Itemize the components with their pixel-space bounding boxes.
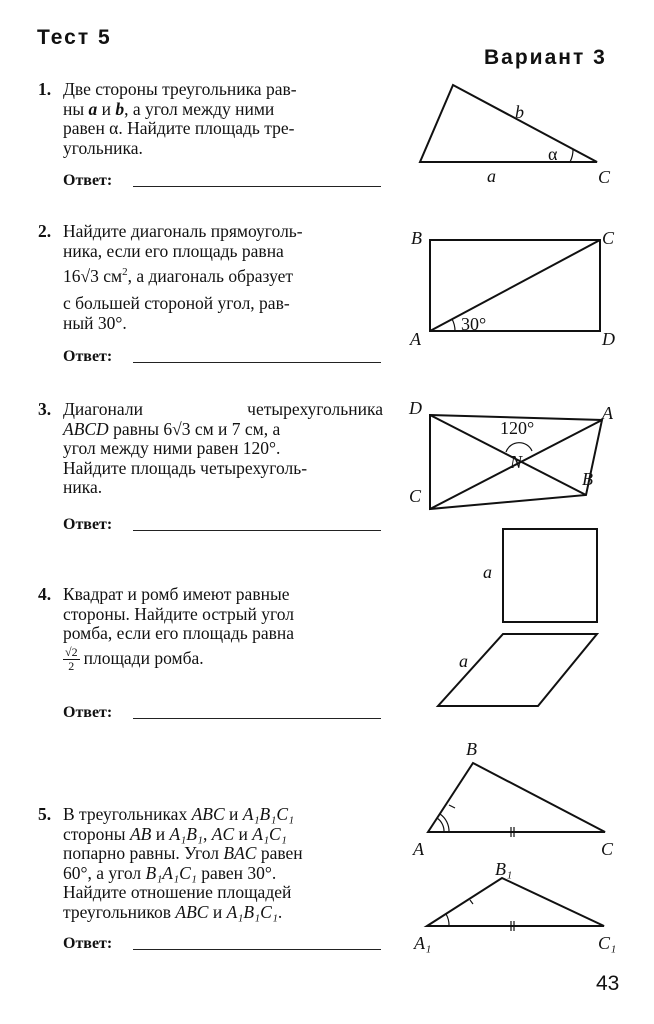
figure-2-rectangle: [409, 228, 615, 349]
var: AC: [211, 823, 235, 844]
text-line: ника, если его площадь равна: [63, 240, 284, 261]
text-span: треугольников: [63, 901, 176, 922]
text-span: площади ромба.: [83, 648, 204, 669]
text-line: Найдите площадь четырехуголь-: [63, 457, 308, 478]
text-span: стороны: [63, 823, 130, 844]
text-span: и: [151, 823, 170, 844]
label-alpha: α: [548, 144, 558, 164]
text-line: ника.: [63, 477, 103, 497]
task-number: 3.: [38, 399, 52, 419]
text-span: 16√3 см: [63, 265, 123, 286]
diagonal: [430, 240, 600, 331]
page-number: 43: [596, 972, 620, 995]
var-b: b: [115, 98, 125, 119]
label-120deg: 120°: [500, 418, 535, 438]
angle-arc: [446, 914, 449, 926]
task-number: 1.: [38, 79, 52, 99]
label-c1: C₁: [598, 933, 617, 953]
tick-mark: [470, 900, 473, 904]
label-a1: A₁: [414, 933, 432, 953]
triangle: [420, 85, 597, 162]
var: A₁B₁C₁: [226, 901, 278, 922]
text-span: равен: [256, 843, 303, 863]
label-a: A: [602, 403, 613, 423]
label-30deg: 30°: [461, 314, 487, 334]
variant-title: Вариант 3: [484, 46, 607, 69]
text-span: равны 6√3 см и 7 см, а: [108, 418, 281, 439]
label-b: B: [466, 739, 477, 759]
task-number: 4.: [38, 584, 52, 604]
answer-label: Ответ:: [63, 935, 113, 952]
var: A₁C₁: [252, 823, 287, 844]
label-a-rhombus: a: [459, 651, 468, 671]
label-a: A: [413, 839, 424, 859]
text-line: угольника.: [63, 137, 143, 158]
text-line: Квадрат и ромб имеют равные: [63, 584, 290, 604]
text-span: ,: [203, 823, 212, 844]
var: A₁B₁: [169, 823, 204, 844]
label-c: C: [601, 839, 614, 859]
text-line: с большей стороной угол, рав-: [63, 293, 290, 314]
var: AB: [129, 823, 152, 844]
figure-3-quadrilateral: [408, 398, 614, 509]
label-a: a: [487, 166, 496, 186]
text-span: равен 30°.: [196, 862, 277, 883]
text-span: 60°, а угол: [63, 862, 146, 883]
text-line: равен α. Найдите площадь тре-: [63, 118, 295, 138]
label-b: B: [582, 469, 593, 489]
label-d: D: [602, 329, 615, 349]
label-c: C: [602, 228, 615, 248]
square: [503, 529, 597, 622]
text-span: В треугольниках: [63, 804, 192, 824]
answer-label: Ответ:: [63, 348, 113, 365]
text-span: попарно равны. Угол: [63, 843, 224, 863]
superscript: 2: [122, 266, 128, 278]
label-b1: B₁: [495, 859, 513, 879]
text-line: Диагонали четырехугольника: [63, 399, 383, 419]
tick-mark: [449, 805, 455, 808]
text-line: угол между ними равен 120°.: [63, 438, 281, 458]
label-b: b: [515, 102, 524, 122]
label-c: C: [409, 486, 422, 506]
text-line: ромба, если его площадь равна: [63, 623, 295, 643]
angle-arc: [452, 319, 455, 331]
task-number: 5.: [38, 804, 52, 824]
label-n: N: [510, 452, 523, 472]
text-span: и: [224, 804, 243, 824]
answer-label: Ответ:: [63, 516, 113, 533]
text-line: Найдите отношение площадей: [63, 882, 292, 902]
fraction-denominator: 2: [68, 658, 75, 673]
figure-5-triangles: [412, 739, 616, 953]
var: ABC: [191, 804, 225, 824]
var: A₁B₁C₁: [242, 804, 295, 824]
text-span: , а угол между ними: [124, 98, 275, 119]
label-c: C: [598, 167, 611, 187]
var: B₁A₁C₁: [145, 862, 197, 883]
text-span: , а диагональ образует: [127, 265, 294, 286]
var: BAC: [223, 843, 257, 863]
label-b: B: [411, 228, 422, 248]
answer-label: Ответ:: [63, 704, 113, 721]
triangle-a1b1c1: [427, 878, 604, 926]
task-number: 2.: [38, 221, 52, 241]
text-line: Две стороны треугольника рав-: [63, 79, 297, 99]
angle-arc: [570, 149, 573, 162]
text-line: Найдите диагональ прямоуголь-: [63, 221, 303, 241]
text-span: и: [97, 98, 116, 119]
label-a: A: [410, 329, 421, 349]
answer-label: Ответ:: [63, 172, 113, 189]
text-span: и: [234, 823, 253, 844]
test-title: Тест 5: [37, 26, 112, 49]
figure-4-square-rhombus: [438, 529, 597, 706]
var: ABC: [175, 901, 209, 922]
fraction-numerator: √2: [65, 644, 78, 659]
text-span: .: [277, 901, 283, 922]
var-a: a: [88, 98, 98, 119]
angle-arc: [437, 818, 444, 832]
text-span: ны: [63, 98, 89, 119]
figure-1-triangle: [420, 85, 611, 187]
triangle-abc: [428, 763, 605, 832]
label-d: D: [409, 398, 422, 418]
var-abcd: ABCD: [63, 418, 109, 439]
text-line: стороны. Найдите острый угол: [63, 603, 294, 624]
text-span: и: [208, 901, 227, 922]
text-line: ный 30°.: [63, 312, 127, 333]
label-a-square: a: [483, 562, 492, 582]
angle-arc: [506, 443, 532, 452]
